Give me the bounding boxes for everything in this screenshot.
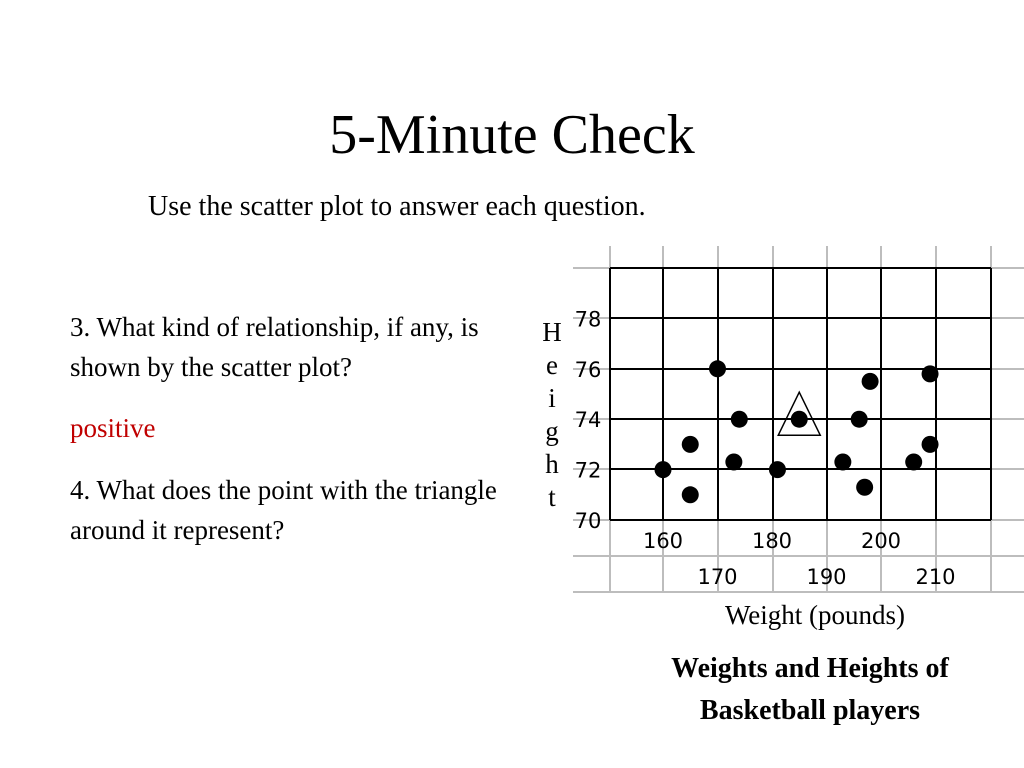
data-point [731, 411, 748, 428]
data-point [682, 486, 699, 503]
data-point [905, 454, 922, 471]
data-point [709, 360, 726, 377]
data-point [725, 454, 742, 471]
chart-title: Weights and Heights of Basketball players [671, 653, 949, 726]
y-tick-label: 78 [574, 307, 602, 332]
y-axis-label-letter: H [542, 317, 562, 347]
question-4: 4. What does the point with the triangle around it represent? [70, 475, 497, 545]
data-point [769, 461, 786, 478]
x-tick-label: 180 [751, 529, 793, 553]
y-axis-label-letter: e [546, 350, 558, 380]
y-tick-label: 70 [574, 509, 602, 533]
y-tick-label: 74 [574, 408, 602, 433]
slide-subtitle: Use the scatter plot to answer each question. [148, 191, 646, 222]
slide-title: 5-Minute Check [329, 104, 695, 166]
data-point [682, 436, 699, 453]
y-axis-label-letter: g [545, 416, 559, 446]
y-axis-label-letter: i [548, 383, 556, 413]
data-point [862, 373, 879, 390]
data-point [834, 454, 851, 471]
answer-3: positive [70, 413, 156, 443]
y-axis-label-letter: t [548, 482, 556, 512]
x-tick-label: 170 [697, 565, 738, 589]
x-tick-label: 210 [915, 565, 956, 589]
question-3: 3. What kind of relationship, if any, is shown by the scatter plot? [70, 312, 479, 382]
x-tick-label: 200 [860, 529, 902, 553]
x-tick-label: 190 [806, 565, 847, 589]
y-tick-label: 76 [574, 357, 602, 382]
tick-labels [575, 307, 956, 589]
data-point [851, 411, 868, 428]
y-axis-label-letter: h [545, 449, 559, 479]
data-point [922, 365, 939, 382]
y-tick-label: 72 [574, 458, 602, 483]
x-tick-label: 160 [642, 529, 684, 553]
data-point [856, 479, 873, 496]
data-point [922, 436, 939, 453]
data-point [791, 411, 808, 428]
x-axis-label: Weight (pounds) [724, 600, 906, 630]
data-points [655, 360, 939, 503]
data-point [655, 461, 672, 478]
